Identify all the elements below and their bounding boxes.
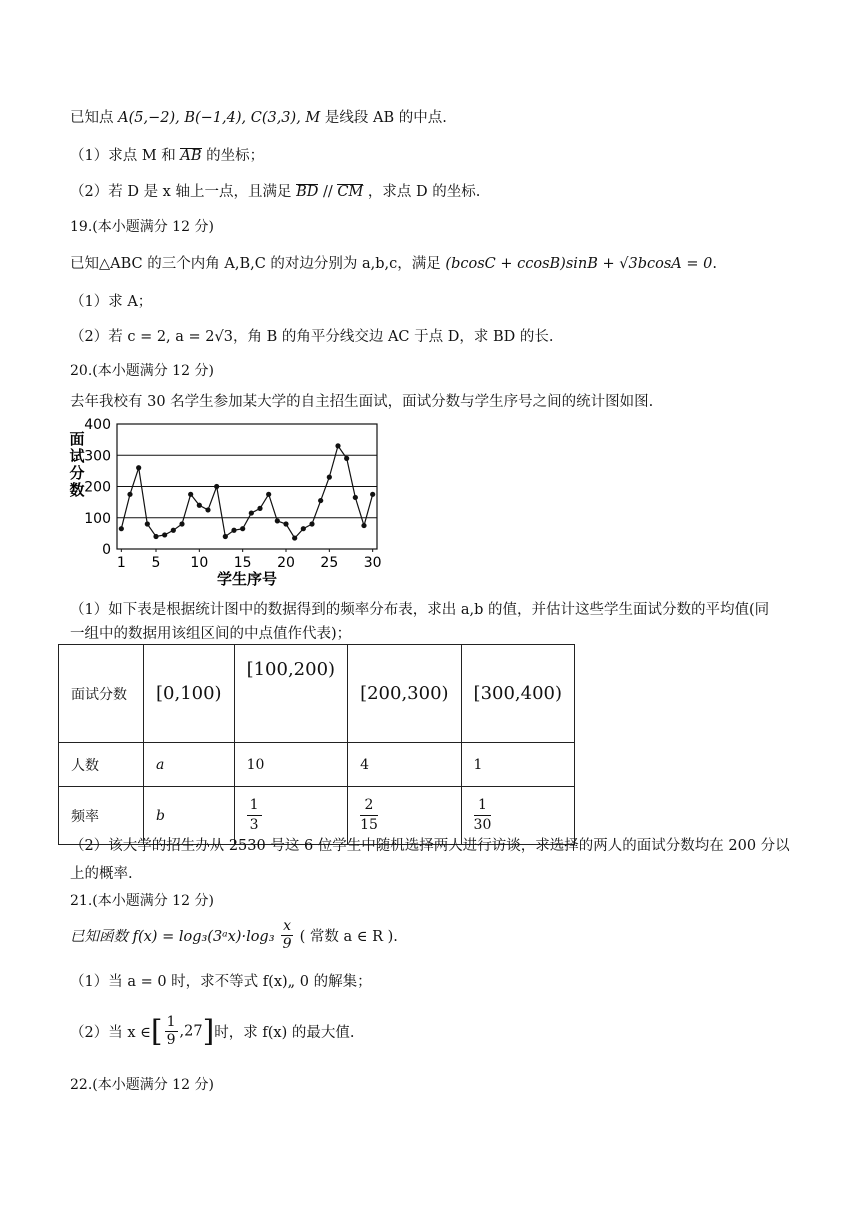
y-tick-label: 300 [84, 448, 111, 465]
y-label-char: 试 [69, 447, 85, 465]
data-point [309, 521, 314, 526]
q18-stem-prefix: 已知点 [70, 110, 114, 126]
y-tick-labels [84, 417, 111, 558]
q21-p2-text: （2）当 x ∈ [70, 1025, 151, 1041]
q19-stem [70, 252, 717, 273]
q19-stem-end: . [712, 256, 717, 272]
frac-num: 1 [474, 796, 492, 816]
frac-num: 1 [247, 796, 262, 816]
score-series-line [121, 446, 372, 538]
y-tick-label: 100 [84, 510, 111, 527]
q18-points: A(5,−2), B(−1,4), C(3,3), M [118, 110, 321, 126]
data-point [197, 503, 202, 508]
q22-header: 22.(本小题满分 12 分) [70, 1077, 214, 1093]
table-cell: b [144, 787, 235, 845]
y-tick-label: 400 [84, 417, 111, 433]
data-point [327, 475, 332, 480]
data-point [275, 518, 280, 523]
table-cell: 面试分数 [59, 645, 144, 743]
data-point [119, 526, 124, 531]
q20-part1-line2: 一组中的数据用该组区间的中点值作代表)； [70, 626, 352, 642]
x-tick-labels [117, 549, 382, 571]
data-point [335, 443, 340, 448]
fraction [281, 918, 293, 953]
table-cell: 4 [348, 743, 461, 787]
q18-part1 [70, 144, 264, 165]
data-point [370, 492, 375, 497]
table-cell: 10 [234, 743, 347, 787]
data-point [344, 456, 349, 461]
x-tick-label: 10 [190, 555, 209, 571]
data-point [145, 521, 150, 526]
y-tick-label: 0 [102, 542, 111, 558]
data-point [231, 528, 236, 533]
frac-num: 1 [166, 1014, 176, 1030]
q21-stem-end: ( 常数 a ∈ R ). [299, 929, 398, 945]
interval-end: ,27 [179, 1023, 203, 1040]
table-cell: [300,400) [461, 645, 574, 743]
table-cell: [0,100) [144, 645, 235, 743]
table-cell: [200,300) [348, 645, 461, 743]
table-row-intervals [59, 645, 575, 743]
q18-p1-end: 的坐标； [206, 148, 265, 164]
y-label-char: 数 [69, 481, 85, 499]
q18-p2-text: （2）若 D 是 x 轴上一点，且满足 [70, 184, 292, 200]
q21-function-def: 已知函数 f(x) = log₃(3ᵃx)·log₃ [70, 929, 275, 945]
data-point [353, 495, 358, 500]
q18-p2-end: ，求点 D 的坐标. [367, 184, 481, 200]
q19-part1: （1）求 A； [70, 294, 153, 310]
data-point [188, 492, 193, 497]
data-point [205, 507, 210, 512]
vector-ab: AB [180, 148, 202, 164]
interval-label: [100,200) [246, 659, 336, 680]
vector-cm: CM [337, 184, 364, 200]
score-line-chart [64, 414, 394, 586]
data-point [249, 510, 254, 515]
q18-p1-text: （1）求点 M 和 [70, 148, 176, 164]
q21-part1: （1）当 a = 0 时，求不等式 f(x)„ 0 的解集； [70, 974, 372, 990]
y-label-char: 分 [69, 464, 85, 482]
data-point [301, 526, 306, 531]
y-label-char: 面 [69, 430, 85, 448]
table-cell: 频率 [59, 787, 144, 845]
q19-formula: (bcosC + ccosB)sinB + √3bcosA = 0 [445, 256, 713, 272]
x-tick-label: 20 [277, 555, 295, 571]
q20-part2-line2: 上的概率. [70, 866, 133, 882]
q18-part2 [70, 180, 480, 201]
frac-den: 30 [473, 817, 492, 833]
bracket-right: ] [202, 1014, 215, 1049]
q19-header: 19.(本小题满分 12 分) [70, 219, 214, 235]
q19-part2: （2）若 c = 2, a = 2√3，角 B 的角平分线交边 AC 于点 D，求 BD 的长. [70, 329, 554, 345]
fraction [165, 1014, 178, 1049]
score-points [119, 443, 376, 540]
frac-den: 3 [249, 817, 259, 833]
q21-p2-end: 时，求 f(x) 的最大值. [214, 1025, 355, 1041]
fraction [360, 796, 378, 835]
q21-header: 21.(本小题满分 12 分) [70, 893, 214, 909]
q20-stem: 去年我校有 30 名学生参加某大学的自主招生面试，面试分数与学生序号之间的统计图如图. [70, 394, 654, 410]
vector-bd: BD [296, 184, 319, 200]
frac-num: x [283, 918, 292, 934]
table-cell [234, 645, 347, 743]
table-cell: 1 [461, 743, 574, 787]
data-point [223, 534, 228, 539]
table-row-counts [59, 743, 575, 787]
frac-num: 2 [360, 796, 378, 816]
q20-part2-line1: （2）该大学的招生办从 2530 号这 6 位学生中随机选择两人进行访谈，求选择的两人的面试分数均在 200 分以 [70, 838, 790, 854]
data-point [171, 528, 176, 533]
q18-stem [70, 106, 447, 127]
x-axis-label: 学生序号 [216, 570, 278, 586]
frac-den: 9 [166, 1032, 176, 1048]
x-tick-label: 30 [363, 555, 382, 571]
x-tick-label: 25 [320, 555, 339, 571]
data-point [361, 523, 366, 528]
data-point [240, 526, 245, 531]
data-point [318, 498, 323, 503]
fraction [474, 796, 492, 835]
q20-header: 20.(本小题满分 12 分) [70, 363, 214, 379]
chart-grid [117, 424, 377, 549]
x-tick-label: 15 [233, 555, 252, 571]
parallel-symbol: // [322, 184, 333, 200]
fraction [247, 796, 262, 835]
data-point [283, 521, 288, 526]
y-tick-label: 200 [84, 479, 111, 496]
data-point [266, 492, 271, 497]
q21-part2 [70, 1014, 354, 1049]
x-tick-label: 1 [116, 555, 126, 571]
q18-stem-suffix: 是线段 AB 的中点. [324, 110, 447, 126]
frequency-table [58, 644, 575, 845]
frac-den: 9 [282, 936, 292, 952]
q21-stem [70, 918, 398, 953]
table-cell: a [144, 743, 235, 787]
data-point [136, 465, 141, 470]
data-point [179, 521, 184, 526]
data-point [292, 535, 297, 540]
data-point [127, 492, 132, 497]
data-point [162, 532, 167, 537]
data-point [153, 534, 158, 539]
table-cell: 人数 [59, 743, 144, 787]
data-point [214, 484, 219, 489]
data-point [257, 506, 262, 511]
bracket-left: [ [150, 1014, 163, 1049]
y-axis-label [69, 430, 85, 499]
q20-part1-line1: （1）如下表是根据统计图中的数据得到的频率分布表，求出 a,b 的值，并估计这些学生面试分数的平均值(同 [70, 602, 770, 618]
frac-den: 15 [360, 817, 378, 833]
q19-stem-text: 已知△ABC 的三个内角 A,B,C 的对边分别为 a,b,c，满足 [70, 256, 441, 272]
x-tick-label: 5 [151, 555, 161, 571]
